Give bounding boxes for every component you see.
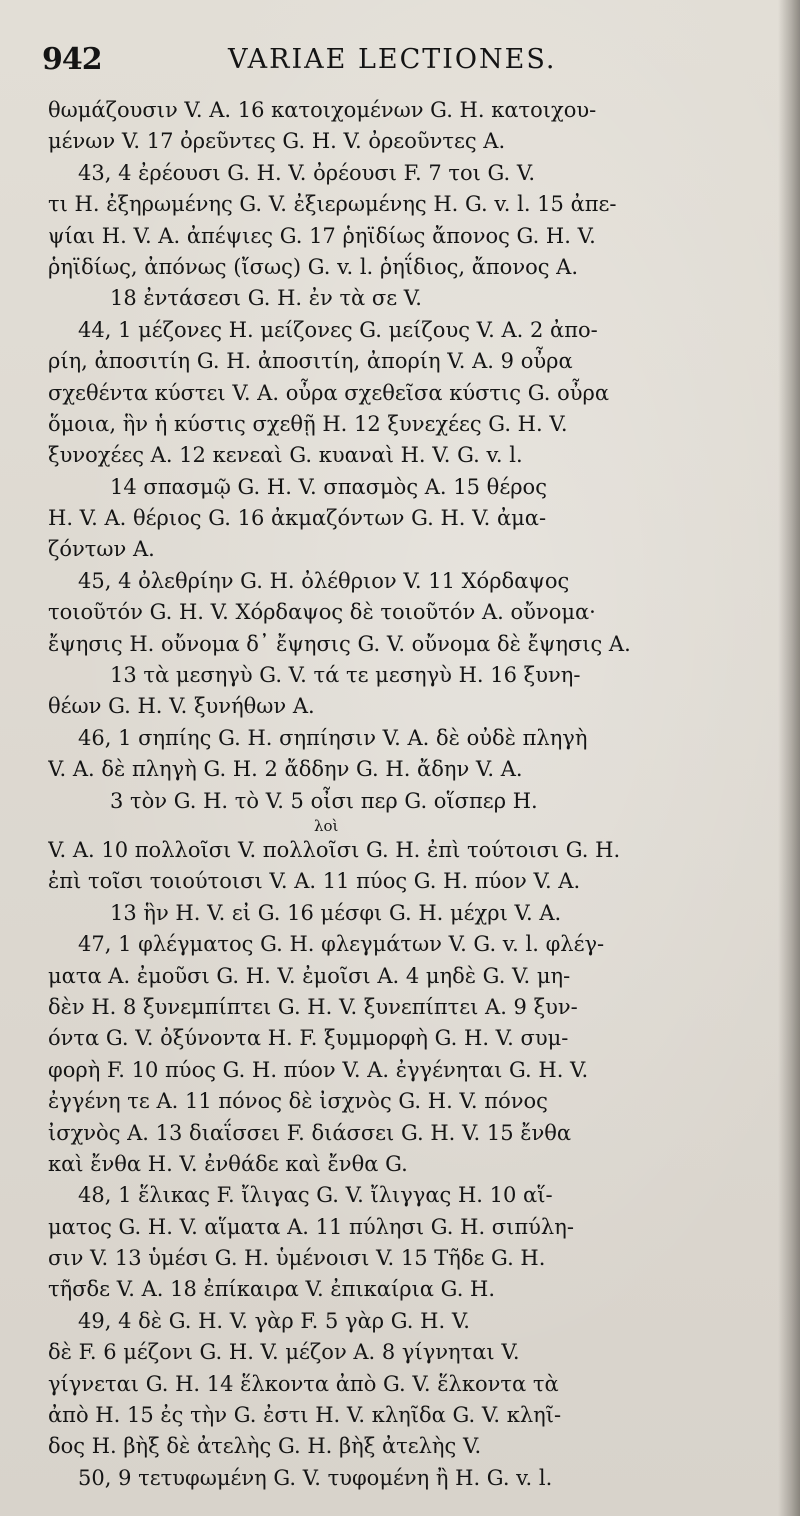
text-line: όντα G. V. ὀξύνοντα H. F. ξυμμορφὴ G. H. V. συμ- bbox=[48, 1026, 569, 1051]
text-line: σχεθέντα κύστει V. A. οὖρα σχεθεῖσα κύστις G. οὖρα bbox=[48, 380, 610, 405]
text-line: γίγνεται G. H. 14 ἕλκοντα ἀπὸ G. V. ἕλκοντα τὰ bbox=[48, 1371, 559, 1396]
text-line: 45, 4 ὀλεθρίην G. H. ὀλέθριον V. 11 Χόρδαψος bbox=[78, 568, 570, 593]
text-line: 43, 4 ἐρέουσι G. H. V. ὀρέουσι F. 7 τοι G. V. bbox=[78, 160, 536, 185]
variae-lectiones-text bbox=[48, 95, 760, 1494]
text-line: ματος G. H. V. αἵματα A. 11 πύλησι G. H. σιπύλη- bbox=[48, 1214, 574, 1239]
text-line: ἐγγένη τε A. 11 πόνος δὲ ἰσχνὸς G. H. V. πόνος bbox=[48, 1089, 548, 1114]
text-line: 47, 1 φλέγματος G. H. φλεγμάτων V. G. v. l. φλέγ- bbox=[78, 932, 605, 957]
text-line: ξυνοχέες A. 12 κενεαὶ G. κυαναὶ H. V. G. v. l. bbox=[48, 443, 523, 468]
text-line: καὶ ἔνθα H. V. ἐνθάδε καὶ ἔνθα G. bbox=[48, 1151, 408, 1176]
text-line: ῥηϊδίως, ἀπόνως (ἴσως) G. v. l. ῥηΐδιος, ἄπονος A. bbox=[48, 254, 579, 279]
text-line: σιν V. 13 ὑμέσι G. H. ὑμένοισι V. 15 Τῆδε G. H. bbox=[48, 1246, 546, 1271]
text-line: 44, 1 μέζονες H. μείζονες G. μείζους V. A. 2 ἀπο- bbox=[78, 317, 598, 342]
text-line: 49, 4 δὲ G. H. V. γὰρ F. 5 γὰρ G. H. V. bbox=[78, 1308, 470, 1333]
text-line: 46, 1 σηπίης G. H. σηπίησιν V. A. δὲ οὐδὲ πληγὴ bbox=[78, 725, 588, 750]
text-line: θωμάζουσιν V. A. 16 κατοιχομένων G. H. κατοιχου- bbox=[48, 98, 597, 122]
text-line: ἐπὶ τοῖσι τοιούτοισι V. A. 11 πύος G. H. πύον V. A. bbox=[48, 869, 581, 894]
text-line: ἀπὸ H. 15 ἐς τὴν G. ἐστι H. V. κληῖδα G. V. κληῖ- bbox=[48, 1403, 562, 1428]
text-line: ματα A. ἐμοῦσι G. H. V. ἐμοῖσι A. 4 μηδὲ G. V. μη- bbox=[48, 963, 571, 988]
text-line: δὲ F. 6 μέζονι G. H. V. μέζον A. 8 γίγνηται V. bbox=[48, 1340, 520, 1365]
text-line: δος H. βὴξ δὲ ἀτελὴς G. H. βὴξ ἀτελὴς V. bbox=[48, 1434, 482, 1459]
text-line: ψίαι H. V. A. ἀπέψιες G. 17 ῥηϊδίως ἄπονος G. H. V. bbox=[48, 223, 596, 248]
text-line: 14 σπασμῷ G. H. V. σπασμὸς A. 15 θέρος bbox=[110, 474, 547, 499]
text-line: 18 ἐντάσεσι G. H. ἐν τὰ σε V. bbox=[110, 286, 422, 311]
page-edge-shadow bbox=[778, 0, 800, 1516]
page-number: 942 bbox=[42, 42, 102, 77]
text-line: 13 τὰ μεσηγὺ G. V. τά τε μεσηγὺ H. 16 ξυνη- bbox=[110, 663, 581, 688]
page-header bbox=[38, 36, 758, 86]
text-line: V. A. δὲ πληγὴ G. H. 2 ἄδδην G. H. ἄδην V. A. bbox=[48, 757, 523, 782]
text-line: ρίη, ἀποσιτίη G. H. ἀποσιτίη, ἀπορίη V. A. 9 οὖρα bbox=[48, 349, 573, 374]
interlinear-correction: λοὶ bbox=[314, 816, 339, 835]
text-line: 3 τὸν G. H. τὸ V. 5 οἶσι περ G. οἵσπερ H. bbox=[110, 788, 538, 813]
text-line: 50, 9 τετυφωμένη G. V. τυφομένη ἢ H. G. v. l. bbox=[78, 1465, 553, 1490]
text-line: 48, 1 ἕλικας F. ἴλιγας G. V. ἴλιγγας H. 10 αἵ- bbox=[78, 1183, 553, 1208]
text-line: μένων V. 17 ὀρεῦντες G. H. V. ὀρεοῦντες A. bbox=[48, 129, 506, 154]
text-line: ὅμοια, ἣν ἡ κύστις σχεθῇ H. 12 ξυνεχέες G. H. V. bbox=[48, 411, 568, 436]
text-line: ζόντων A. bbox=[48, 537, 155, 562]
text-line: 13 ἣν H. V. εἰ G. 16 μέσφι G. H. μέχρι V. A. bbox=[110, 900, 562, 925]
running-head: VARIAE LECTIONES. bbox=[228, 44, 557, 75]
text-line: H. V. A. θέριος G. 16 ἀκμαζόντων G. H. V. ἀμα- bbox=[48, 506, 547, 531]
text-line: τι H. ἐξηρωμένης G. V. ἐξιερωμένης H. G. v. l. 15 ἀπε- bbox=[48, 192, 617, 217]
text-line: V. A. 10 πολλοῖσι V. πολλοῖσι G. H. ἐπὶ τούτοισι G. H. bbox=[48, 837, 621, 862]
text-line: ἔψησις H. οὔνομα δ᾽ ἔψησις G. V. οὔνομα δὲ ἔψησις A. bbox=[48, 631, 631, 656]
text-line: φορὴ F. 10 πύος G. H. πύον V. A. ἐγγένηται G. H. V. bbox=[48, 1057, 589, 1082]
text-line: τοιοῦτόν G. H. V. Χόρδαψος δὲ τοιοῦτόν A. οὔνομα· bbox=[48, 600, 596, 625]
text-line: θέων G. H. V. ξυνήθων A. bbox=[48, 694, 315, 719]
text-line: ἰσχνὸς A. 13 διαΐσσει F. διάσσει G. H. V. 15 ἔνθα bbox=[48, 1120, 572, 1145]
text-line: δὲν H. 8 ξυνεμπίπτει G. H. V. ξυνεπίπτει A. 9 ξυν- bbox=[48, 994, 578, 1019]
text-line: τῆσδε V. A. 18 ἐπίκαιρα V. ἐπικαίρια G. H. bbox=[48, 1277, 496, 1302]
